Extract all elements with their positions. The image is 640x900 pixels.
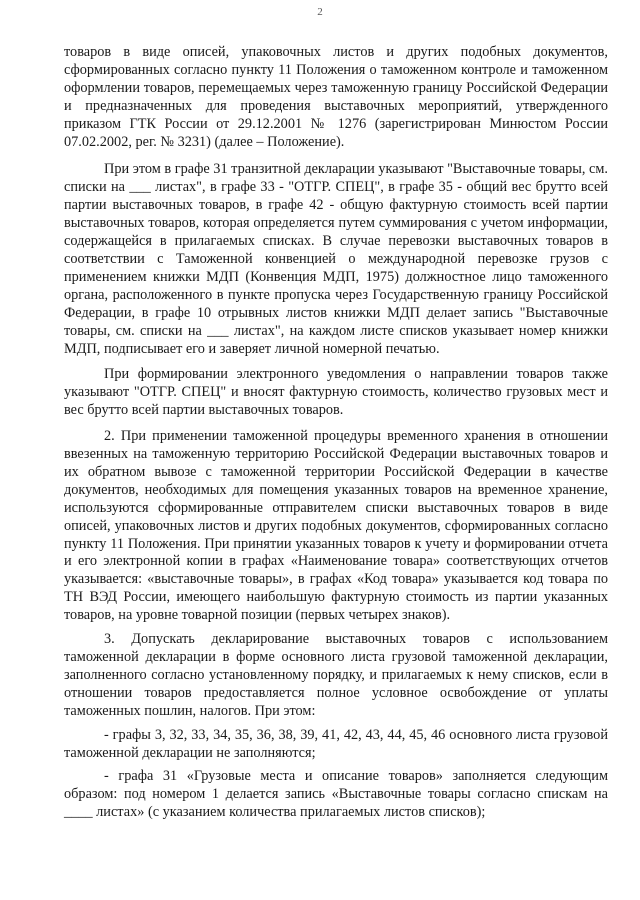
document-body — [64, 44, 608, 822]
paragraph-transit-declaration: При этом в графе 31 транзитной декларации указывают "Выставочные товары, см. списки на ___ листах", в графе 33 - "ОТГР. СПЕЦ", в графе 35 - общий вес брутто всей партии выставочных товаров, в графе 42 - общую фактурную стоимость всей партии выставочных товаров, которая определяется путем суммирования с учетом информации, содержащейся в прилагаемых списках. В случае перевозки выставочных товаров в соответствии с Таможенной конвенцией о международной перевозке грузов с применением книжки МДП (Конвенция МДП, 1975) должностное лицо таможенного органа, расположенного в пункте пропуска через Государственную границу Российской Федерации, в графе 10 отрывных листов книжки МДП делает запись "Выставочные товары, см. списки на ___ листах", на каждом листе списков указывает номер книжки МДП, подписывает его и заверяет личной номерной печатью. — [64, 161, 608, 357]
page-number: 2 — [317, 6, 323, 18]
paragraph-column-31: - графа 31 «Грузовые места и описание товаров» заполняется следующим образом: под номером 1 делается запись «Выставочные товары согласно спискам на ____ листах» (с указанием количества прилагаемых листов списков); — [64, 768, 608, 821]
paragraph-electronic-notice: При формировании электронного уведомления о направлении товаров также указывают "ОТГР. СПЕЦ" и вносят фактурную стоимость, количество грузовых мест и вес брутто всей партии выставочных товаров. — [64, 366, 608, 419]
paragraph-columns-not-filled: - графы 3, 32, 33, 34, 35, 36, 38, 39, 41, 42, 43, 44, 45, 46 основного листа грузовой таможенной декларации не заполняются; — [64, 726, 608, 761]
paragraph-continuation: товаров в виде описей, упаковочных листов и других подобных документов, сформированных согласно пункту 11 Положения о таможенном контроле и таможенном оформлении товаров, перемещаемых через таможенную границу Российской Федерации и предназначенных для проведения выставочных мероприятий, утвержденного приказом ГТК России от 29.12.2001 № 1276 (зарегистрирован Минюстом России 07.02.2002, рег. № 3231) (далее – Положение). — [64, 44, 608, 150]
paragraph-item-3-declaration: 3. Допускать декларирование выставочных товаров с использованием таможенной декларации в форме основного листа грузовой таможенной декларации, заполненного согласно установленному порядку, и прилагаемых к нему списков, если в отношении товаров предоставляется полное условное освобождение от уплаты таможенных пошлин, налогов. При этом: — [64, 631, 608, 719]
paragraph-item-2-temporary-storage: 2. При применении таможенной процедуры временного хранения в отношении ввезенных на таможенную территорию Российской Федерации выставочных товаров и их обратном вывозе с таможенной территории Российской Федерации в качестве документов, необходимых для помещения указанных товаров на временное хранение, используются сформированные отправителем списки выставочных товаров в виде описей, упаковочных листов и других подобных документов, сформированных согласно пункту 11 Положения. При принятии указанных товаров к учету и формировании отчета и его электронной копии в графах «Наименование товара» соответствующих отчетов указывается: «выставочные товары», в графах «Код товара» указывается код товара по ТН ВЭД России, имеющего наибольшую фактурную стоимость из партии указанных товаров, на уровне товарной позиции (первых четырех знаков). — [64, 428, 608, 624]
